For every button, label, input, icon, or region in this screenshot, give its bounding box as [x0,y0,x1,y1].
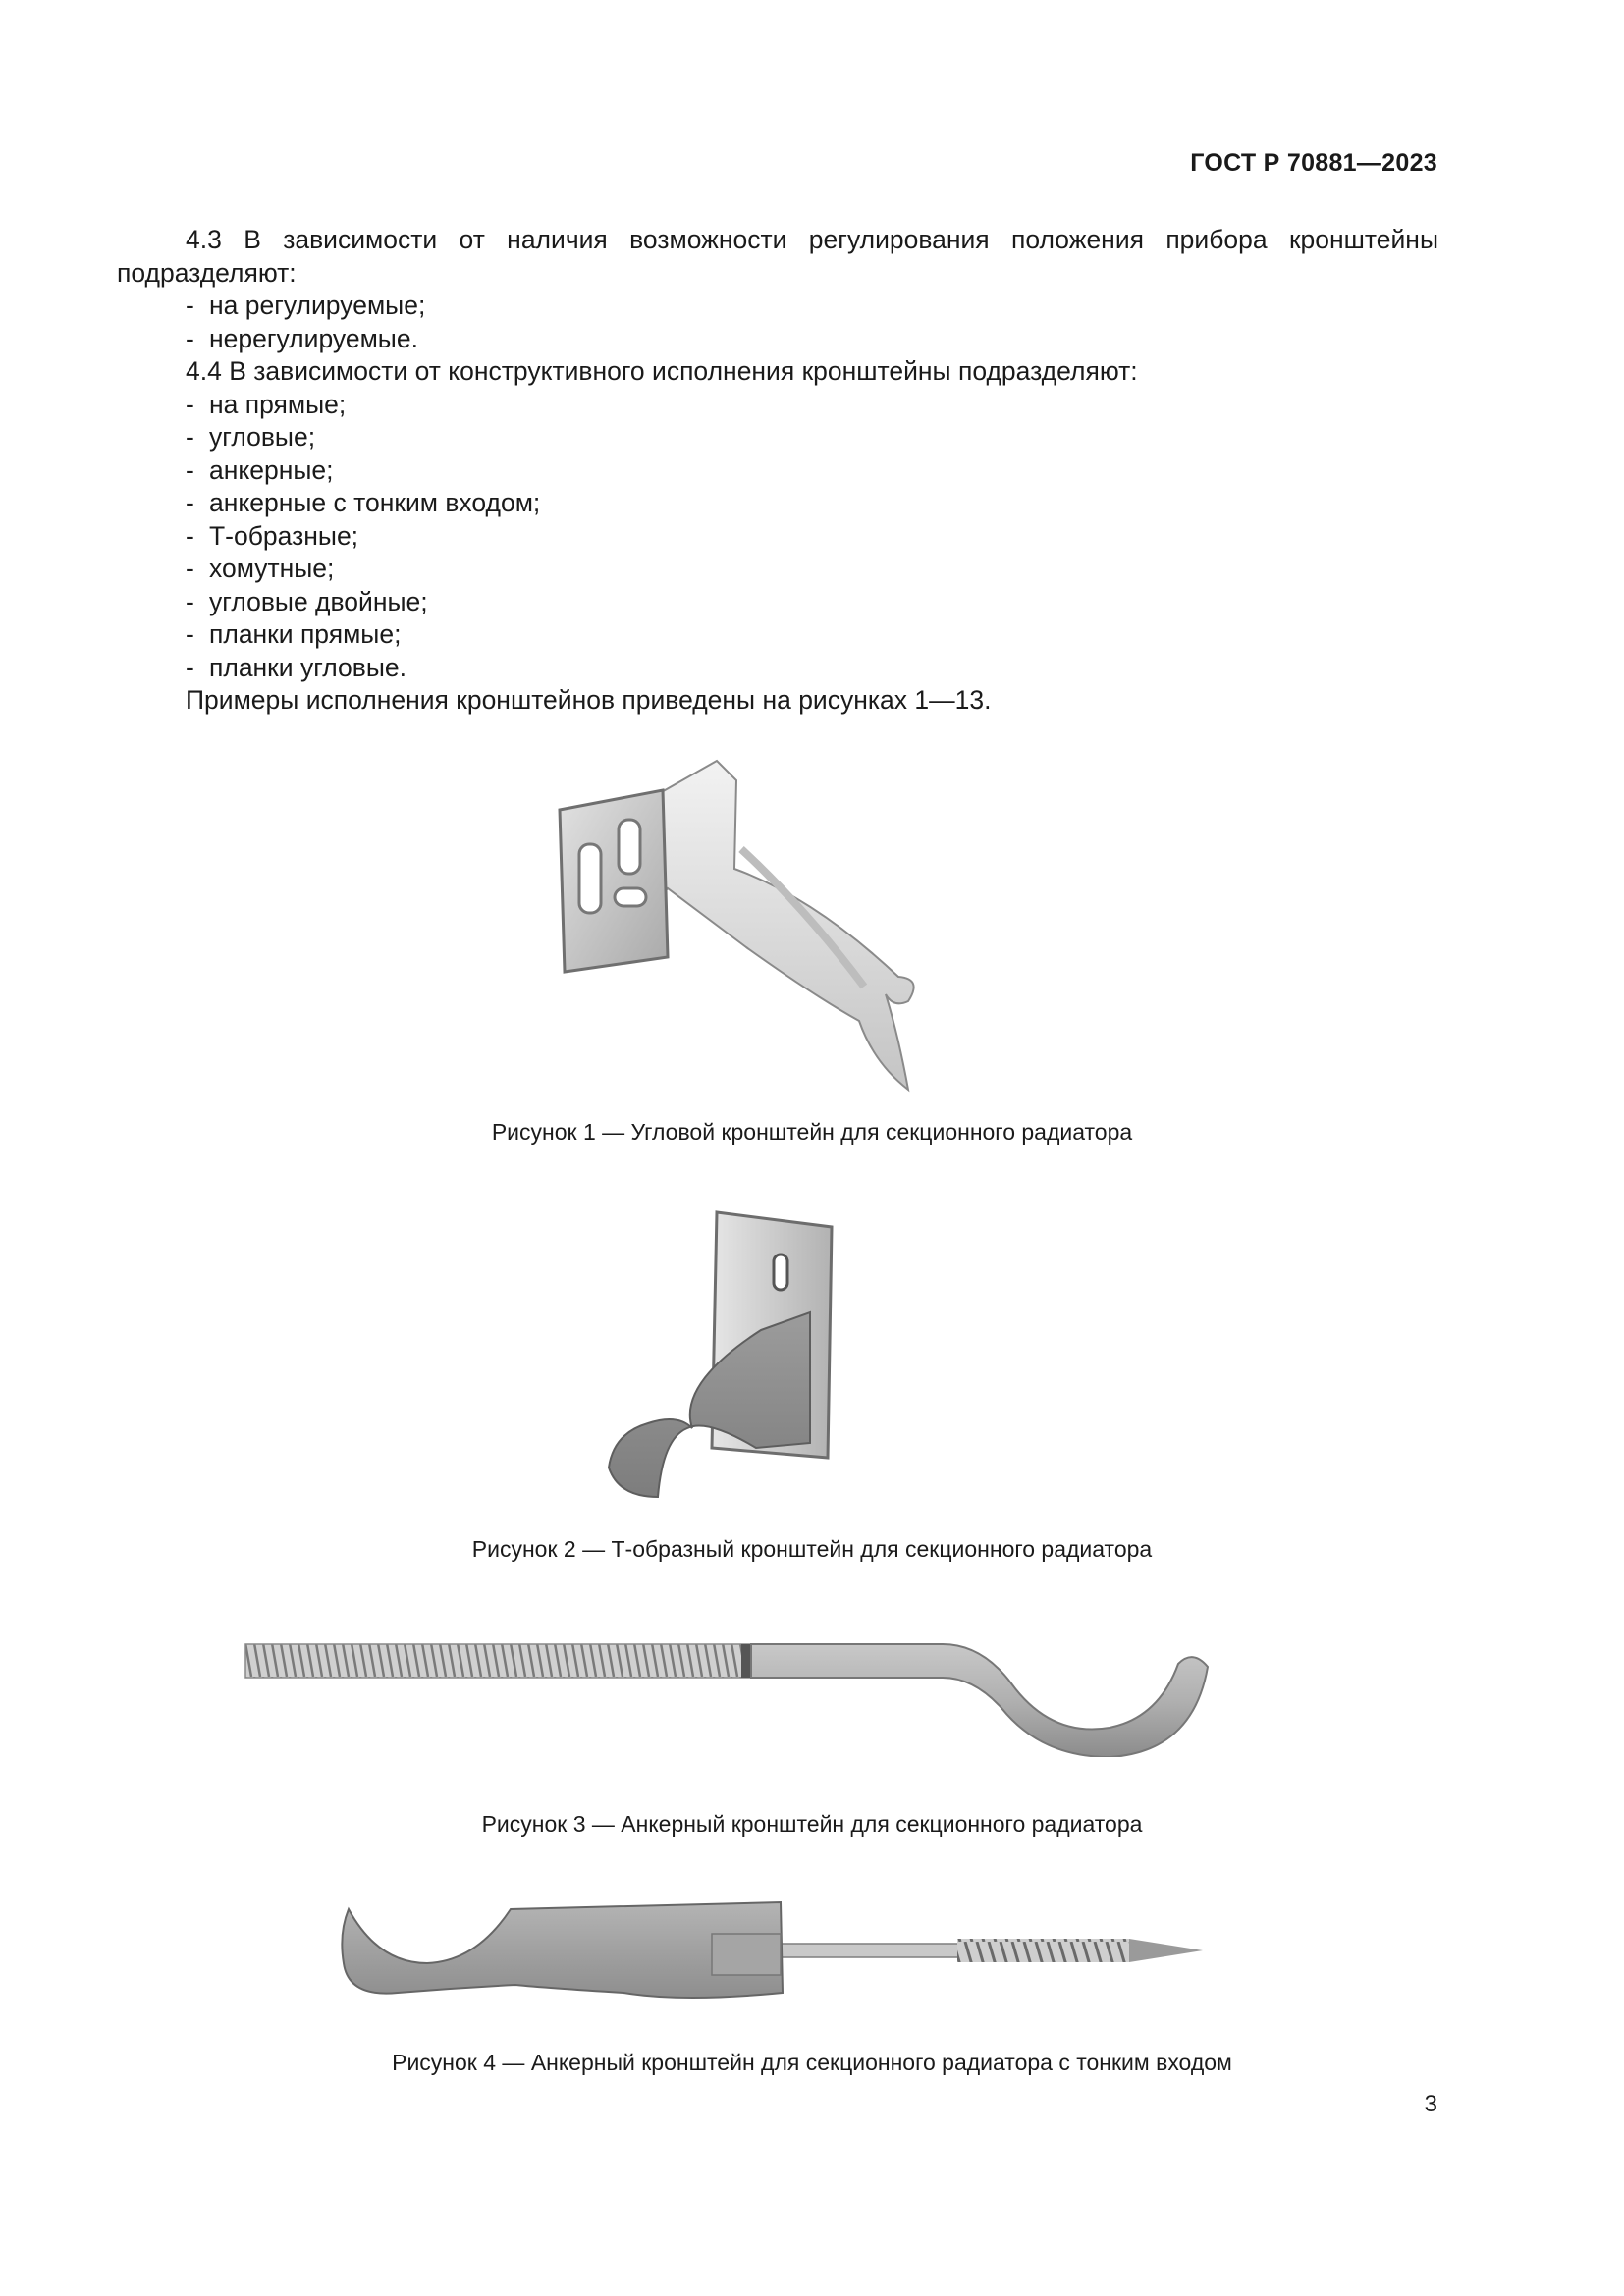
list-item: - планки угловые. [186,652,407,682]
page-number: 3 [1424,2091,1437,2117]
figure-3-caption: Рисунок 3 — Анкерный кронштейн для секционного радиатора [481,1811,1143,1837]
corner-bracket-illustration [520,751,933,1104]
section-4-3-text: 4.3 В зависимости от наличия возможности регулирования положения прибора кронштейны подразделяют: [117,225,1438,288]
section-4-4-list [117,389,1438,685]
list-item: - на регулируемые; [186,291,426,320]
figure-4 [0,1895,1624,2091]
body-text [117,224,1438,718]
list-item: - угловые; [186,422,316,452]
figure-2 [0,1198,1624,1562]
anchor-bracket-illustration [236,1610,1345,1757]
section-4-4-text: 4.4 В зависимости от конструктивного исполнения кронштейны подразделяют: [186,356,1138,386]
section-4-3-list [117,290,1438,355]
list-item: - анкерные; [186,454,334,485]
list-item: - Т-образные; [186,520,359,551]
figure-4-caption: Рисунок 4 — Анкерный кронштейн для секционного радиатора с тонким входом [392,2050,1232,2075]
figure-3 [0,1610,1624,1845]
list-item: - нерегулируемые. [186,323,418,353]
list-item: - угловые двойные; [186,586,428,616]
figure-2-caption: Рисунок 2 — Т-образный кронштейн для секционного радиатора [471,1536,1153,1562]
figure-1-caption: Рисунок 1 — Угловой кронштейн для секционного радиатора [491,1119,1133,1145]
list-item: - анкерные с тонким входом; [186,488,541,517]
thin-entry-anchor-bracket-illustration [339,1895,1222,2012]
figures-reference: Примеры исполнения кронштейнов приведены на рисунках 1—13. [186,685,992,715]
figure-1 [0,751,1624,1145]
t-bracket-illustration [589,1198,943,1512]
list-item: - хомутные; [186,554,335,583]
list-item: - на прямые; [186,389,347,419]
list-item: - планки прямые; [186,619,402,649]
document-id: ГОСТ Р 70881—2023 [1190,149,1437,177]
